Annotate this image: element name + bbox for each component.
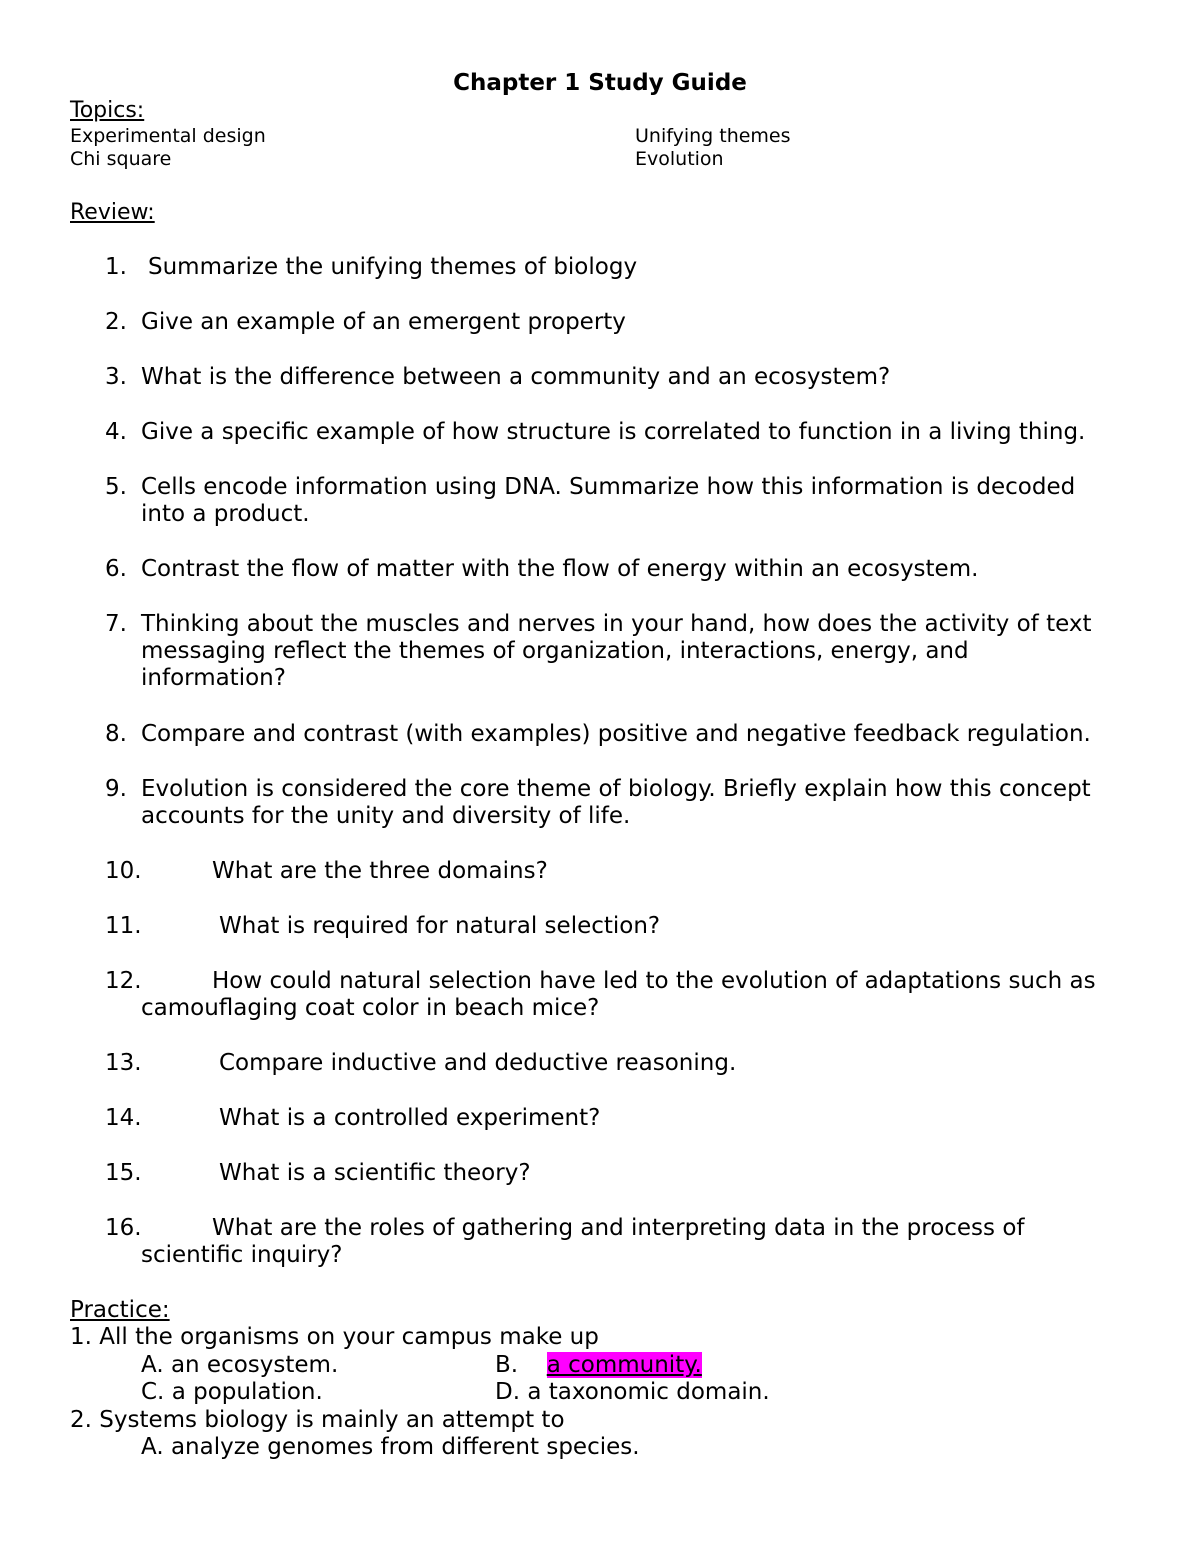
question-text: Contrast the flow of matter with the flow of energy within an ecosystem. (141, 556, 979, 582)
practice-heading: Practice: (70, 1297, 170, 1323)
answer-option (495, 1379, 770, 1405)
question-text: Give an example of an emergent property (141, 309, 626, 335)
question-number: 13. (105, 1050, 142, 1076)
option-text: analyze genomes from different species. (170, 1434, 640, 1460)
question-text: Cells encode information using DNA. Summarize how this information is decoded (141, 474, 1076, 500)
question-number: 16. (105, 1215, 142, 1241)
question-text: What is a scientific theory? (219, 1160, 531, 1186)
question-number: 15. (105, 1160, 142, 1186)
question-text: How could natural selection have led to the evolution of adaptations such as (212, 968, 1096, 994)
question-text: Summarize the unifying themes of biology (148, 254, 638, 280)
question-text: Give a specific example of how structure is correlated to function in a living thing. (141, 419, 1086, 445)
question-text: What is the difference between a community and an ecosystem? (141, 364, 891, 390)
question-number: 7. (105, 611, 127, 637)
question-text: What is a controlled experiment? (219, 1105, 601, 1131)
question-number: 4. (105, 419, 127, 445)
question-text: What are the roles of gathering and interpreting data in the process of (212, 1215, 1025, 1241)
question-text: What are the three domains? (212, 858, 548, 884)
question-number: 6. (105, 556, 127, 582)
review-heading: Review: (70, 200, 155, 225)
question-number: 5. (105, 474, 127, 500)
highlighted-answer: a community. (546, 1352, 702, 1378)
answer-option-selected (495, 1352, 702, 1378)
topics-heading: Topics: (70, 98, 145, 123)
question-number: 12. (105, 968, 142, 994)
question-number: 8. (105, 721, 127, 747)
option-label: A. (141, 1434, 164, 1460)
option-text: an ecosystem. (170, 1352, 339, 1378)
option-label: B. (495, 1352, 519, 1378)
page-title: Chapter 1 Study Guide (453, 70, 747, 96)
question-text: Compare and contrast (with examples) positive and negative feedback regulation. (141, 721, 1091, 747)
question-text-continued: into a product. (141, 501, 310, 527)
practice-question: 1. All the organisms on your campus make up (70, 1324, 599, 1350)
topic-experimental-design: Experimental design (70, 125, 266, 147)
question-text: What is required for natural selection? (219, 913, 661, 939)
question-number: 1. (105, 254, 127, 280)
question-text-continued: accounts for the unity and diversity of life. (141, 803, 631, 829)
question-text-continued: messaging reflect the themes of organization, interactions, energy, and (141, 638, 969, 664)
answer-option (141, 1352, 338, 1378)
option-text: a population. (171, 1379, 323, 1405)
question-number: 2. (105, 309, 127, 335)
answer-option (141, 1379, 323, 1405)
question-number: 9. (105, 776, 127, 802)
option-label: D. (495, 1379, 521, 1405)
question-number: 14. (105, 1105, 142, 1131)
question-number: 10. (105, 858, 142, 884)
question-text-continued: information? (141, 665, 286, 691)
question-text: Compare inductive and deductive reasoning. (219, 1050, 737, 1076)
answer-option (141, 1434, 640, 1460)
option-label: A. (141, 1352, 164, 1378)
question-text: Thinking about the muscles and nerves in your hand, how does the activity of text (141, 611, 1092, 637)
topic-unifying-themes: Unifying themes (635, 125, 791, 147)
practice-question: 2. Systems biology is mainly an attempt to (70, 1407, 565, 1433)
question-text-continued: scientific inquiry? (141, 1242, 343, 1268)
option-label: C. (141, 1379, 165, 1405)
question-text: Evolution is considered the core theme of biology. Briefly explain how this concept (141, 776, 1091, 802)
topic-evolution: Evolution (635, 148, 724, 170)
question-number: 11. (105, 913, 142, 939)
topic-chi-square: Chi square (70, 148, 172, 170)
question-text-continued: camouflaging coat color in beach mice? (141, 995, 600, 1021)
option-text: a taxonomic domain. (527, 1379, 770, 1405)
question-number: 3. (105, 364, 127, 390)
